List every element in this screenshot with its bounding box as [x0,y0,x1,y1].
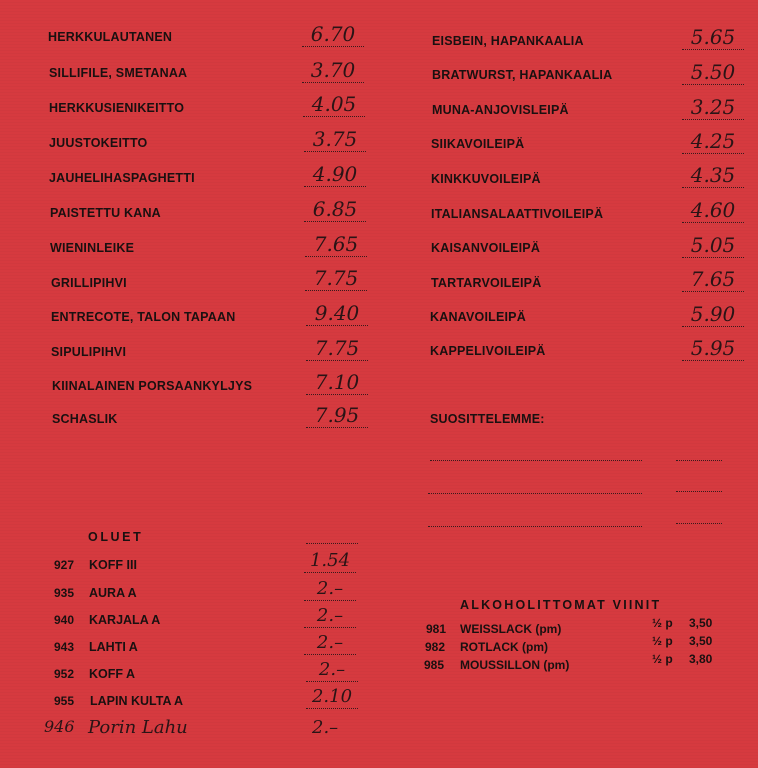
beer-name: KOFF A [89,667,136,681]
beer-price: 2.– [304,632,356,655]
wine-size: ½ p [652,634,673,648]
beer-name: KARJALA A [89,613,161,627]
menu-item-name: SIPULIPIHVI [51,345,127,359]
menu-item-price: 7.65 [682,267,744,292]
menu-item-name: KIINALAINEN PORSAANKYLJYS [52,379,253,393]
recommend-price-line [676,460,722,461]
beer-name: LAPIN KULTA A [90,694,184,708]
menu-item-price: 9.40 [306,301,368,326]
menu-item-name: ENTRECOTE, TALON TAPAAN [51,310,236,324]
beer-name: LAHTI A [89,640,138,654]
menu-item-name: TARTARVOILEIPÄ [431,276,542,290]
beer-price: 2.– [304,578,356,601]
recommend-line [430,460,642,461]
menu-item-name: KANAVOILEIPÄ [430,310,526,324]
wine-code: 981 [426,622,447,636]
beer-price: 2.– [306,659,358,682]
menu-item-price: 3.25 [682,95,744,120]
handwritten-beer-price: 2.– [312,717,339,738]
wine-price: 3,80 [689,652,713,666]
recommend-heading: SUOSITTELEMME: [430,412,545,426]
menu-item-price: 5.95 [682,336,744,361]
menu-item-name: KINKKUVOILEIPÄ [431,172,541,186]
menu-item-name: KAPPELIVOILEIPÄ [430,344,546,358]
menu-item-price: 7.75 [305,266,367,291]
beer-price: 2.10 [306,686,358,709]
wine-code: 982 [425,640,446,654]
wine-size: ½ p [652,616,673,630]
beer-code: 952 [54,667,75,681]
wine-name: MOUSSILLON (pm) [460,658,570,672]
menu-item-price: 4.25 [682,129,744,154]
menu-item-name: EISBEIN, HAPANKAALIA [432,34,584,48]
beer-code: 927 [54,558,75,572]
menu-item-price: 7.95 [306,403,368,428]
menu-item-name: HERKKULAUTANEN [48,30,173,44]
beer-name: KOFF III [89,558,137,572]
menu-item-name: JUUSTOKEITTO [49,136,148,150]
menu-item-price: 5.05 [682,233,744,258]
wine-size: ½ p [652,652,673,666]
menu-item-name: PAISTETTU KANA [50,206,161,220]
menu-item-name: JAUHELIHASPAGHETTI [49,171,195,185]
menu-item-name: BRATWURST, HAPANKAALIA [432,68,613,82]
handwritten-beer-name: Porin Lahu [88,717,188,738]
menu-item-price: 4.35 [682,163,744,188]
menu-item-price: 3.75 [304,127,366,152]
handwritten-beer-code: 946 [44,717,75,736]
menu-item-price: 7.10 [306,370,368,395]
menu-item-price: 4.90 [304,162,366,187]
menu-item-name: ITALIANSALAATTIVOILEIPÄ [431,207,604,221]
beer-heading-line [306,543,358,544]
beer-price: 2.– [304,605,356,628]
recommend-line [428,526,642,527]
menu-item-price: 6.70 [302,22,364,47]
wine-heading: ALKOHOLITTOMAT VIINIT [460,598,662,612]
menu-item-name: SCHASLIK [52,412,118,426]
recommend-line [428,493,642,494]
wine-price: 3,50 [689,616,713,630]
beer-code: 943 [54,640,75,654]
menu-item-name: HERKKUSIENIKEITTO [49,101,185,115]
menu-item-price: 3.70 [302,58,364,83]
beer-code: 935 [54,586,75,600]
menu-item-price: 4.60 [682,198,744,223]
beer-name: AURA A [89,586,137,600]
wine-name: WEISSLACK (pm) [460,622,562,636]
menu-item-name: SILLIFILE, SMETANAA [49,66,188,80]
beer-code: 940 [54,613,75,627]
wine-price: 3,50 [689,634,713,648]
menu-item-name: MUNA-ANJOVISLEIPÄ [432,103,569,117]
menu-item-price: 7.65 [305,232,367,257]
recommend-price-line [676,523,722,524]
wine-code: 985 [424,658,445,672]
menu-item-name: KAISANVOILEIPÄ [431,241,541,255]
menu-item-price: 4.05 [303,92,365,117]
beer-code: 955 [54,694,75,708]
menu-item-price: 6.85 [304,197,366,222]
wine-name: ROTLACK (pm) [460,640,548,654]
menu-item-price: 7.75 [306,336,368,361]
menu-item-price: 5.65 [682,25,744,50]
recommend-price-line [676,491,722,492]
menu-item-price: 5.50 [682,60,744,85]
menu-item-name: GRILLIPIHVI [51,276,127,290]
menu-item-price: 5.90 [682,302,744,327]
beer-heading: OLUET [88,530,144,544]
menu-item-name: WIENINLEIKE [50,241,135,255]
beer-price: 1.54 [304,550,356,573]
menu-item-name: SIIKAVOILEIPÄ [431,137,525,151]
